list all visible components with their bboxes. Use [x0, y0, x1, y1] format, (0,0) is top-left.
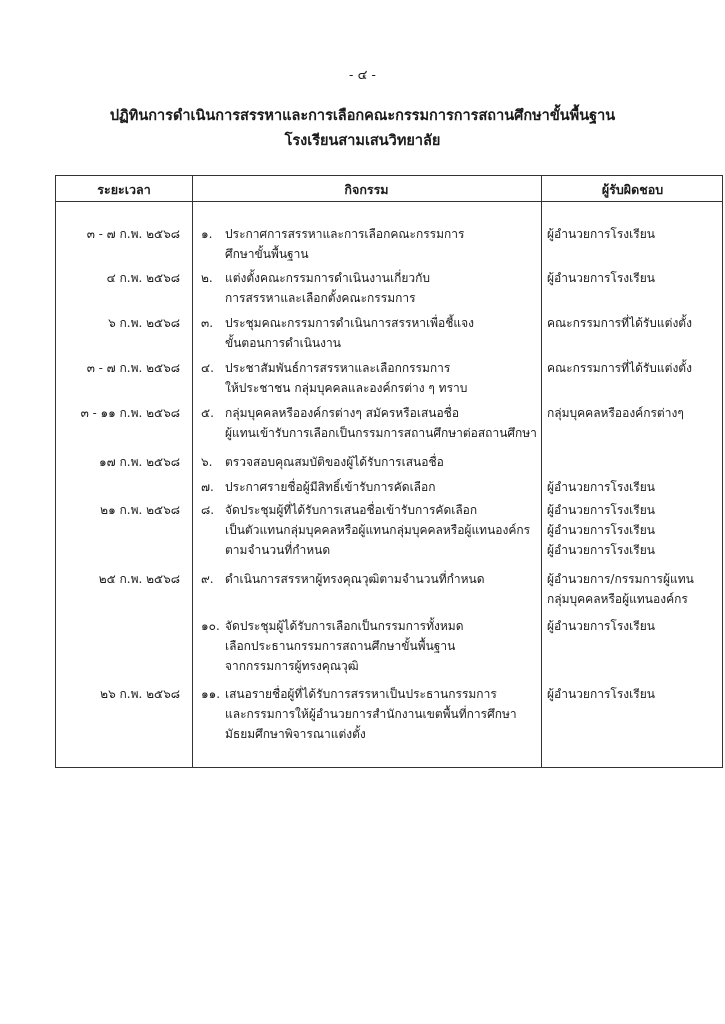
- activity-text: เสนอรายชื่อผู้ที่ได้รับการสรรหาเป็นประธานกรรมการ: [225, 687, 497, 701]
- row-responsible: กลุ่มบุคคลหรือองค์กรต่างๆ: [547, 406, 684, 420]
- activity-text: ตามจำนวนที่กำหนด: [225, 543, 331, 557]
- activity-number: ๑๐.: [201, 619, 220, 633]
- header-activity: กิจกรรม: [344, 182, 389, 197]
- responsible-text: ผู้อำนวยการโรงเรียน: [547, 543, 655, 557]
- row-activity: [201, 684, 537, 744]
- row-date: ๓ - ๑๑ ก.พ. ๒๕๖๘: [80, 406, 180, 420]
- row-activity: [201, 313, 537, 353]
- responsible-text: ผู้อำนวยการโรงเรียน: [547, 503, 655, 517]
- row-activity: [201, 452, 537, 472]
- responsible-text: กลุ่มบุคคลหรือผู้แทนองค์กร: [547, 592, 688, 606]
- activity-text: จัดประชุมผู้ได้รับการเลือกเป็นกรรมการทั้งหมด: [225, 619, 464, 633]
- column-divider: [541, 176, 542, 767]
- header-responsible: ผู้รับผิดชอบ: [601, 182, 664, 197]
- row-responsible: คณะกรรมการที่ได้รับแต่งตั้ง: [547, 361, 692, 375]
- column-divider: [192, 176, 193, 767]
- activity-text: ประกาศรายชื่อผู้มีสิทธิ์เข้ารับการคัดเลือก: [225, 480, 436, 494]
- activity-text: จากกรรมการผู้ทรงคุณวุฒิ: [225, 659, 359, 673]
- activity-text: เลือกประธานกรรมการสถานศึกษาขั้นพื้นฐาน: [225, 639, 456, 653]
- row-responsible: ผู้อำนวยการโรงเรียน: [547, 619, 655, 633]
- row-responsible: ผู้อำนวยการโรงเรียน: [547, 687, 655, 701]
- row-activity: [201, 358, 537, 398]
- activity-text: และกรรมการให้ผู้อำนวยการสำนักงานเขตพื้นที่การศึกษา: [225, 707, 517, 721]
- responsible-text: ผู้อำนวยการ/กรรมการผู้แทน: [547, 572, 694, 586]
- activity-text: ประชุมคณะกรรมการดำเนินการสรรหาเพื่อชี้แจง: [225, 316, 475, 330]
- activity-text: ประกาศการสรรหาและการเลือกคณะกรรมการ: [225, 227, 465, 241]
- row-date: ๔ ก.พ. ๒๕๖๘: [106, 271, 180, 285]
- activity-text: เป็นตัวแทนกลุ่มบุคคลหรือผู้แทนกลุ่มบุคคลหรือผู้แทนองค์กร: [225, 523, 531, 537]
- row-responsible: คณะกรรมการที่ได้รับแต่งตั้ง: [547, 316, 692, 330]
- row-responsible: ผู้อำนวยการโรงเรียน: [547, 227, 655, 241]
- activity-number: ๕.: [201, 406, 214, 420]
- activity-number: ๑.: [201, 227, 213, 241]
- row-activity: [201, 268, 537, 308]
- activity-number: ๔.: [201, 361, 214, 375]
- row-activity: [201, 477, 537, 497]
- activity-text: แต่งตั้งคณะกรรมการดำเนินงานเกี่ยวกับ: [225, 271, 431, 285]
- row-date: ๒๖ ก.พ. ๒๕๖๘: [100, 687, 180, 701]
- document-title: ปฏิทินการดำเนินการสรรหาและการเลือกคณะกรรมการการสถานศึกษาขั้นพื้นฐาน: [109, 107, 616, 124]
- page-number: - ๔ -: [349, 68, 376, 83]
- activity-text: ให้ประชาชน กลุ่มบุคคลและองค์กรต่าง ๆ ทราบ: [225, 381, 468, 395]
- row-responsible: [547, 569, 723, 609]
- row-responsible: ผู้อำนวยการโรงเรียน: [547, 271, 655, 285]
- activity-text: กลุ่มบุคคลหรือองค์กรต่างๆ สมัครหรือเสนอชื่อ: [225, 406, 460, 420]
- activity-number: ๗.: [201, 480, 214, 494]
- header-divider: [56, 201, 722, 202]
- row-activity: [201, 616, 537, 676]
- row-activity: [201, 224, 537, 264]
- schedule-table: [55, 175, 723, 768]
- activity-number: ๙.: [201, 572, 214, 586]
- activity-number: ๘.: [201, 503, 215, 517]
- activity-number: ๓.: [201, 316, 214, 330]
- activity-text: ประชาสัมพันธ์การสรรหาและเลือกกรรมการ: [225, 361, 451, 375]
- row-date: ๒๕ ก.พ. ๒๕๖๘: [98, 572, 180, 586]
- activity-text: ศึกษาขั้นพื้นฐาน: [225, 247, 309, 261]
- activity-text: การสรรหาและเลือกตั้งคณะกรรมการ: [225, 291, 416, 305]
- activity-text: ดำเนินการสรรหาผู้ทรงคุณวุฒิตามจำนวนที่กำหนด: [225, 572, 485, 586]
- activity-number: ๖.: [201, 455, 213, 469]
- row-date: ๓ - ๗ ก.พ. ๒๕๖๘: [86, 227, 180, 241]
- activity-text: มัธยมศึกษาพิจารณาแต่งตั้ง: [225, 727, 366, 741]
- row-responsible: [547, 500, 723, 560]
- row-date: ๑๗ ก.พ. ๒๕๖๘: [99, 455, 180, 469]
- activity-text: ผู้แทนเข้ารับการเลือกเป็นกรรมการสถานศึกษาต่อสถานศึกษา: [225, 426, 537, 440]
- row-date: ๓ - ๗ ก.พ. ๒๕๖๘: [86, 361, 180, 375]
- row-date: ๖ ก.พ. ๒๕๖๘: [108, 316, 180, 330]
- responsible-text: ผู้อำนวยการโรงเรียน: [547, 523, 655, 537]
- row-responsible: ผู้อำนวยการโรงเรียน: [547, 480, 655, 494]
- activity-text: ตรวจสอบคุณสมบัติของผู้ได้รับการเสนอชื่อ: [225, 455, 444, 469]
- activity-number: ๒.: [201, 271, 213, 285]
- row-activity: [201, 403, 537, 443]
- school-name: โรงเรียนสามเสนวิทยาลัย: [284, 132, 441, 149]
- activity-text: จัดประชุมผู้ที่ได้รับการเสนอชื่อเข้ารับการคัดเลือก: [225, 503, 478, 517]
- activity-number: ๑๑.: [201, 687, 221, 701]
- row-date: ๒๑ ก.พ. ๒๕๖๘: [100, 503, 180, 517]
- row-activity: [201, 500, 537, 560]
- header-period: ระยะเวลา: [97, 182, 151, 197]
- activity-text: ขั้นตอนการดำเนินงาน: [225, 336, 341, 350]
- row-activity: [201, 569, 537, 589]
